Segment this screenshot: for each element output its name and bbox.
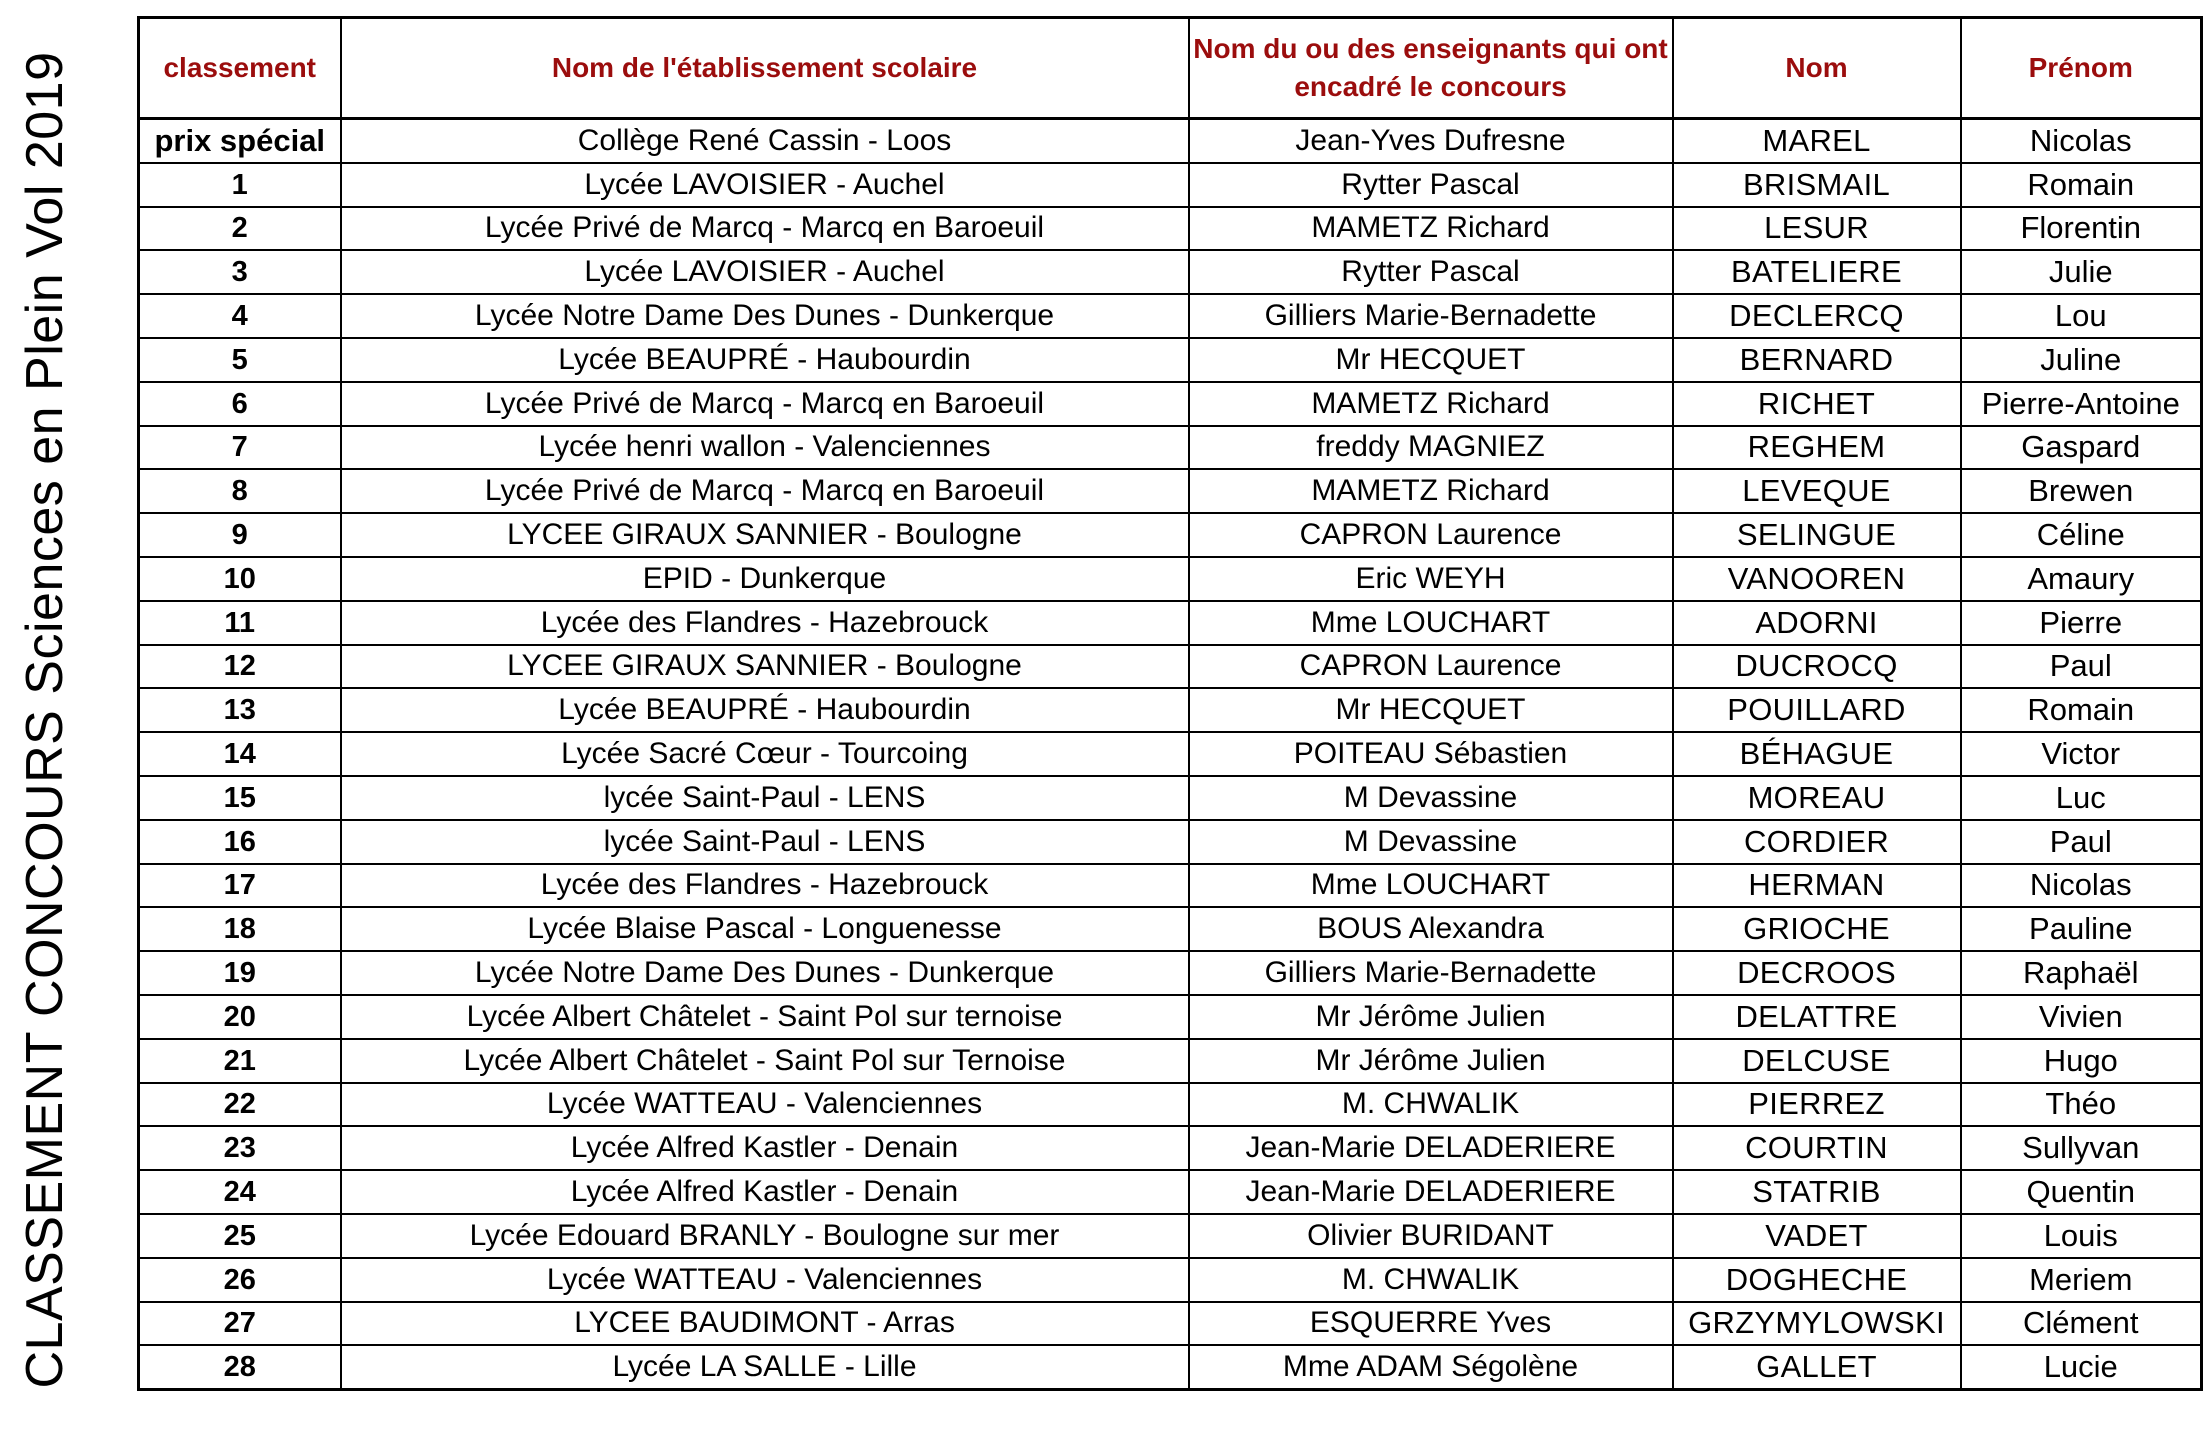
table-row [139,513,2202,557]
cell-rank: 17 [139,864,341,908]
cell-teacher: Rytter Pascal [1189,163,1673,207]
table-row [139,119,2202,163]
cell-firstname: Romain [1961,688,2202,732]
cell-rank: 8 [139,469,341,513]
cell-teacher: Rytter Pascal [1189,250,1673,294]
cell-surname: VANOOREN [1673,557,1961,601]
cell-firstname: Sullyvan [1961,1126,2202,1170]
table-row [139,1214,2202,1258]
table-row [139,864,2202,908]
cell-teacher: CAPRON Laurence [1189,513,1673,557]
cell-surname: DOGHECHE [1673,1258,1961,1302]
cell-school: Lycée LAVOISIER - Auchel [341,163,1189,207]
cell-surname: POUILLARD [1673,688,1961,732]
cell-surname: LEVEQUE [1673,469,1961,513]
cell-teacher: MAMETZ Richard [1189,382,1673,426]
cell-rank: 5 [139,338,341,382]
cell-firstname: Nicolas [1961,864,2202,908]
cell-surname: VADET [1673,1214,1961,1258]
cell-rank: 9 [139,513,341,557]
cell-rank: 3 [139,250,341,294]
cell-school: LYCEE GIRAUX SANNIER - Boulogne [341,645,1189,689]
cell-teacher: CAPRON Laurence [1189,645,1673,689]
cell-rank: 19 [139,951,341,995]
cell-surname: DELATTRE [1673,995,1961,1039]
table-row [139,645,2202,689]
cell-teacher: Mme LOUCHART [1189,601,1673,645]
cell-teacher: Jean-Yves Dufresne [1189,119,1673,163]
table-row [139,250,2202,294]
cell-school: lycée Saint-Paul - LENS [341,776,1189,820]
cell-school: Lycée Notre Dame Des Dunes - Dunkerque [341,951,1189,995]
cell-teacher: Eric WEYH [1189,557,1673,601]
cell-rank: 15 [139,776,341,820]
cell-school: Lycée WATTEAU - Valenciennes [341,1258,1189,1302]
cell-school: Lycée Privé de Marcq - Marcq en Baroeuil [341,382,1189,426]
cell-school: Lycée des Flandres - Hazebrouck [341,864,1189,908]
cell-surname: HERMAN [1673,864,1961,908]
cell-surname: MAREL [1673,119,1961,163]
cell-rank: 16 [139,820,341,864]
cell-rank: 20 [139,995,341,1039]
cell-rank: 6 [139,382,341,426]
cell-school: Lycée Albert Châtelet - Saint Pol sur Ternoise [341,1039,1189,1083]
cell-surname: GRZYMYLOWSKI [1673,1302,1961,1346]
cell-school: EPID - Dunkerque [341,557,1189,601]
header-row [139,18,2202,119]
table-row [139,426,2202,470]
cell-surname: COURTIN [1673,1126,1961,1170]
table-row [139,732,2202,776]
cell-school: Lycée Albert Châtelet - Saint Pol sur ternoise [341,995,1189,1039]
cell-teacher: M. CHWALIK [1189,1258,1673,1302]
cell-rank: 23 [139,1126,341,1170]
cell-teacher: Jean-Marie DELADERIERE [1189,1126,1673,1170]
cell-firstname: Céline [1961,513,2202,557]
cell-school: LYCEE GIRAUX SANNIER - Boulogne [341,513,1189,557]
cell-firstname: Vivien [1961,995,2202,1039]
cell-teacher: Mr HECQUET [1189,338,1673,382]
cell-teacher: POITEAU Sébastien [1189,732,1673,776]
cell-school: Lycée LA SALLE - Lille [341,1345,1189,1389]
results-table [137,16,2203,1391]
cell-teacher: Mme LOUCHART [1189,864,1673,908]
cell-surname: LESUR [1673,207,1961,251]
table-row [139,207,2202,251]
cell-teacher: Gilliers Marie-Bernadette [1189,294,1673,338]
cell-rank: 24 [139,1170,341,1214]
cell-school: Lycée henri wallon - Valenciennes [341,426,1189,470]
cell-school: Lycée BEAUPRÉ - Haubourdin [341,688,1189,732]
cell-firstname: Victor [1961,732,2202,776]
cell-teacher: M Devassine [1189,820,1673,864]
cell-firstname: Luc [1961,776,2202,820]
cell-teacher: M. CHWALIK [1189,1083,1673,1127]
cell-teacher: MAMETZ Richard [1189,207,1673,251]
cell-school: Lycée Privé de Marcq - Marcq en Baroeuil [341,207,1189,251]
cell-teacher: freddy MAGNIEZ [1189,426,1673,470]
cell-rank: 7 [139,426,341,470]
cell-teacher: Mr HECQUET [1189,688,1673,732]
table-row [139,338,2202,382]
cell-surname: BÉHAGUE [1673,732,1961,776]
table-row [139,294,2202,338]
cell-teacher: Olivier BURIDANT [1189,1214,1673,1258]
table-row [139,688,2202,732]
cell-surname: DELCUSE [1673,1039,1961,1083]
cell-firstname: Pauline [1961,907,2202,951]
cell-teacher: Gilliers Marie-Bernadette [1189,951,1673,995]
table-row [139,951,2202,995]
column-header-rank: classement [139,18,341,119]
cell-firstname: Brewen [1961,469,2202,513]
cell-surname: ADORNI [1673,601,1961,645]
cell-surname: GALLET [1673,1345,1961,1389]
cell-school: LYCEE BAUDIMONT - Arras [341,1302,1189,1346]
table-row [139,1170,2202,1214]
table-row [139,776,2202,820]
cell-school: Lycée Sacré Cœur - Tourcoing [341,732,1189,776]
cell-firstname: Quentin [1961,1170,2202,1214]
cell-teacher: ESQUERRE Yves [1189,1302,1673,1346]
cell-firstname: Louis [1961,1214,2202,1258]
cell-firstname: Julie [1961,250,2202,294]
cell-school: Lycée BEAUPRÉ - Haubourdin [341,338,1189,382]
results-body [139,119,2202,1390]
cell-school: Lycée WATTEAU - Valenciennes [341,1083,1189,1127]
cell-firstname: Lucie [1961,1345,2202,1389]
table-row [139,1126,2202,1170]
cell-surname: CORDIER [1673,820,1961,864]
cell-firstname: Lou [1961,294,2202,338]
cell-surname: BERNARD [1673,338,1961,382]
cell-firstname: Pierre [1961,601,2202,645]
cell-surname: REGHEM [1673,426,1961,470]
table-row [139,1345,2202,1389]
cell-teacher: Mr Jérôme Julien [1189,1039,1673,1083]
table-row [139,469,2202,513]
cell-firstname: Paul [1961,820,2202,864]
table-row [139,995,2202,1039]
table-row [139,1083,2202,1127]
cell-rank: 11 [139,601,341,645]
cell-surname: STATRIB [1673,1170,1961,1214]
cell-firstname: Meriem [1961,1258,2202,1302]
cell-school: Lycée Alfred Kastler - Denain [341,1170,1189,1214]
cell-surname: BRISMAIL [1673,163,1961,207]
cell-rank: 12 [139,645,341,689]
column-header-surname: Nom [1673,18,1961,119]
cell-school: Lycée des Flandres - Hazebrouck [341,601,1189,645]
cell-surname: DECLERCQ [1673,294,1961,338]
cell-firstname: Hugo [1961,1039,2202,1083]
cell-school: Lycée Blaise Pascal - Longuenesse [341,907,1189,951]
table-row [139,601,2202,645]
table-row [139,382,2202,426]
column-header-teachers: Nom du ou des enseignants qui ont encadré le concours [1189,18,1673,119]
cell-teacher: MAMETZ Richard [1189,469,1673,513]
cell-firstname: Amaury [1961,557,2202,601]
column-header-firstname: Prénom [1961,18,2202,119]
cell-rank: 2 [139,207,341,251]
cell-surname: RICHET [1673,382,1961,426]
cell-school: lycée Saint-Paul - LENS [341,820,1189,864]
table-row [139,820,2202,864]
cell-firstname: Juline [1961,338,2202,382]
cell-surname: DUCROCQ [1673,645,1961,689]
cell-teacher: Mme ADAM Ségolène [1189,1345,1673,1389]
cell-surname: SELINGUE [1673,513,1961,557]
page-title: CLASSEMENT CONCOURS Sciences en Plein Vol 2019 [16,51,74,1389]
cell-teacher: M Devassine [1189,776,1673,820]
cell-firstname: Théo [1961,1083,2202,1127]
cell-rank: prix spécial [139,119,341,163]
cell-teacher: Jean-Marie DELADERIERE [1189,1170,1673,1214]
cell-surname: DECROOS [1673,951,1961,995]
cell-firstname: Raphaël [1961,951,2202,995]
table-row [139,1302,2202,1346]
cell-school: Lycée Notre Dame Des Dunes - Dunkerque [341,294,1189,338]
cell-school: Collège René Cassin - Loos [341,119,1189,163]
cell-rank: 18 [139,907,341,951]
cell-rank: 14 [139,732,341,776]
cell-rank: 10 [139,557,341,601]
cell-school: Lycée Privé de Marcq - Marcq en Baroeuil [341,469,1189,513]
page-title-container [0,0,90,1441]
cell-surname: BATELIERE [1673,250,1961,294]
cell-rank: 21 [139,1039,341,1083]
cell-school: Lycée Edouard BRANLY - Boulogne sur mer [341,1214,1189,1258]
cell-firstname: Paul [1961,645,2202,689]
table-row [139,1258,2202,1302]
cell-rank: 4 [139,294,341,338]
cell-rank: 13 [139,688,341,732]
cell-rank: 22 [139,1083,341,1127]
table-row [139,163,2202,207]
cell-surname: GRIOCHE [1673,907,1961,951]
cell-rank: 1 [139,163,341,207]
table-row [139,907,2202,951]
cell-rank: 27 [139,1302,341,1346]
cell-school: Lycée Alfred Kastler - Denain [341,1126,1189,1170]
cell-firstname: Pierre-Antoine [1961,382,2202,426]
cell-rank: 26 [139,1258,341,1302]
cell-firstname: Clément [1961,1302,2202,1346]
cell-rank: 25 [139,1214,341,1258]
cell-teacher: Mr Jérôme Julien [1189,995,1673,1039]
cell-firstname: Romain [1961,163,2202,207]
column-header-school: Nom de l'établissement scolaire [341,18,1189,119]
cell-rank: 28 [139,1345,341,1389]
cell-teacher: BOUS Alexandra [1189,907,1673,951]
cell-surname: MOREAU [1673,776,1961,820]
cell-firstname: Nicolas [1961,119,2202,163]
cell-surname: PIERREZ [1673,1083,1961,1127]
table-row [139,1039,2202,1083]
cell-school: Lycée LAVOISIER - Auchel [341,250,1189,294]
cell-firstname: Gaspard [1961,426,2202,470]
table-row [139,557,2202,601]
cell-firstname: Florentin [1961,207,2202,251]
